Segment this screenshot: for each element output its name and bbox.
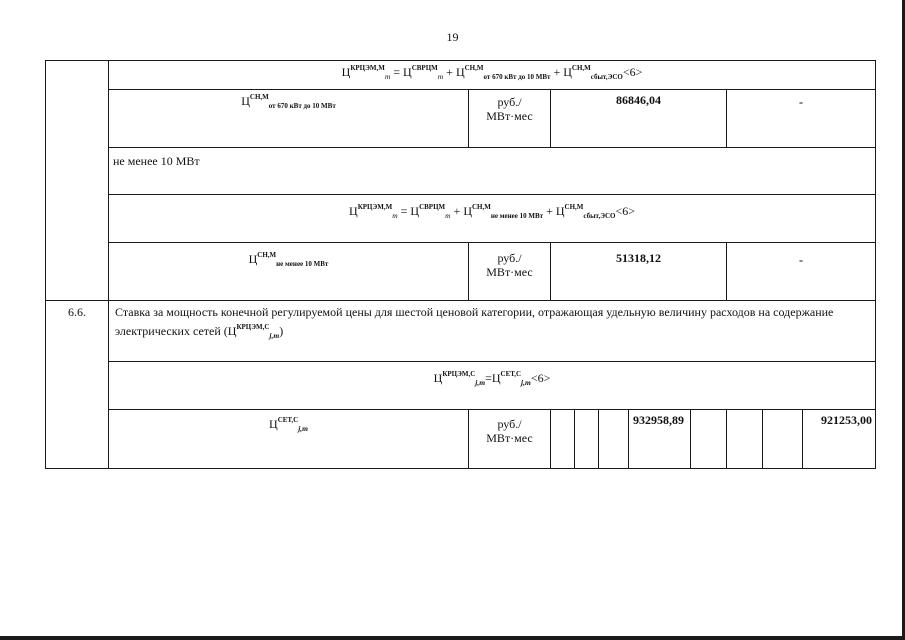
rate-1-unit: руб./ МВт·мес: [469, 90, 551, 148]
rate-row-1: [46, 90, 876, 148]
section-label: не менее 10 МВт: [109, 148, 876, 195]
rate-3-empty-c: [599, 410, 629, 469]
page-number: 19: [446, 30, 459, 44]
rate-3-symbol: $Ц^{СЕТ,С}_{j,m}$: [109, 410, 469, 469]
formula-row-2: [46, 195, 876, 243]
formula-1: $Ц^{КРЦЭМ,М}_m = Ц^{СВРЦМ}_m + Ц^{СН,М}_{от 670 кВт до 10 МВт} + Ц^{СН,М}_{сбыт,ЭСО}<6>$: [109, 61, 876, 90]
rate-3-empty-b: [575, 410, 599, 469]
rate-2-dash: -: [727, 243, 876, 301]
left-blank-cell: [46, 61, 109, 301]
item-6-6-row: [46, 301, 876, 362]
rate-3-empty-d: [691, 410, 727, 469]
item-number: 6.6.: [46, 301, 109, 469]
rate-3-empty-a: [551, 410, 575, 469]
rate-2-unit: руб./ МВт·мес: [469, 243, 551, 301]
rate-2-value: 51318,12: [551, 243, 727, 301]
page-edge-bottom: [0, 636, 905, 640]
tariff-table: [45, 60, 876, 469]
rate-row-3: [46, 410, 876, 469]
formula-3: $Ц^{КРЦЭМ,С}_{j,m}=Ц^{СЕТ,С}_{j,m}<6>$: [109, 362, 876, 410]
rate-3-unit: руб./ МВт·мес: [469, 410, 551, 469]
section-row: [46, 148, 876, 195]
formula-row-3: [46, 362, 876, 410]
formula-row-1: [46, 61, 876, 90]
rate-3-empty-e: [727, 410, 763, 469]
rate-1-value: 86846,04: [551, 90, 727, 148]
rate-row-2: [46, 243, 876, 301]
rate-3-value-2: 921253,00: [803, 410, 876, 469]
item-6-6-description: Ставка за мощность конечной регулируемой цены для шестой ценовой категории, отражающая удельную величину расходов на содержание электрических сетей $(Ц^{КРЦЭМ,С}_{j,m})$: [109, 301, 876, 362]
rate-1-symbol: $Ц^{СН,М}_{от 670 кВт до 10 МВт}$: [109, 90, 469, 148]
formula-2: $Ц^{КРЦЭМ,М}_m = Ц^{СВРЦМ}_m + Ц^{СН,М}_{не менее 10 МВт} + Ц^{СН,М}_{сбыт,ЭСО}<6>$: [109, 195, 876, 243]
rate-3-value-1: 932958,89: [629, 410, 691, 469]
rate-3-empty-f: [763, 410, 803, 469]
rate-1-dash: -: [727, 90, 876, 148]
rate-2-symbol: $Ц^{СН,М}_{не менее 10 МВт}$: [109, 243, 469, 301]
